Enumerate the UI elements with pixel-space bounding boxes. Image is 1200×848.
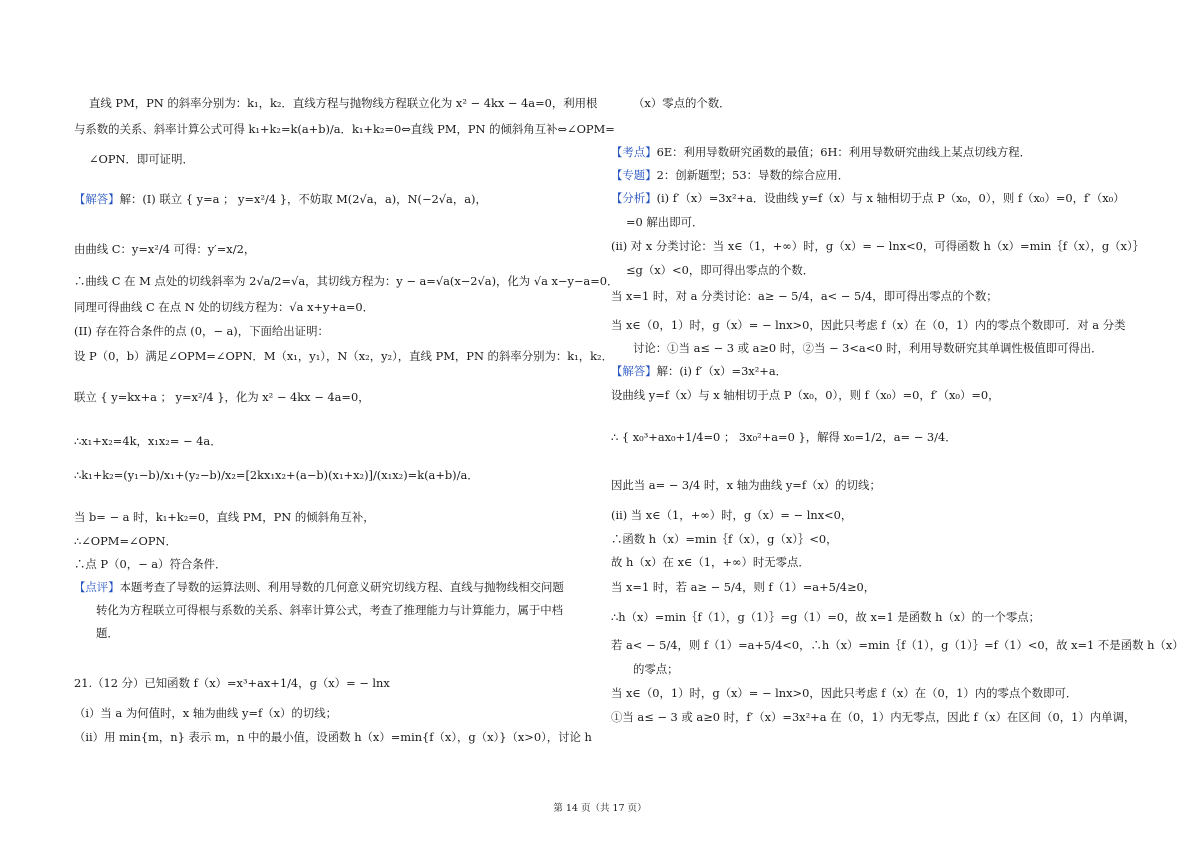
- right-line-3: [611, 168, 849, 182]
- left-line-5: 由曲线 C：y=x²/4 可得：y′=x/2，: [74, 242, 256, 256]
- left-line-16: [74, 580, 564, 594]
- right-line-11-text: 解：(i) f′（x）=3x²+a．: [656, 364, 788, 378]
- left-line-8: (II) 存在符合条件的点 (0，− a)，下面给出证明：: [74, 324, 329, 338]
- left-line-18: 题．: [96, 626, 119, 640]
- left-line-7: 同理可得曲线 C 在点 N 处的切线方程为：√a x+y+a=0．: [74, 300, 375, 314]
- right-line-10: 讨论：①当 a≤ − 3 或 a≥0 时，②当 − 3<a<0 时，利用导数研究其单调性极值即可得出．: [633, 341, 1103, 355]
- right-line-4: [611, 191, 1125, 205]
- right-line-8: 当 x=1 时，对 a 分类讨论：a≥ − 5/4，a< − 5/4，即可得出零点的个数；: [611, 289, 998, 303]
- right-line-4-text: (i) f′（x）=3x²+a．设曲线 y=f（x）与 x 轴相切于点 P（x₀，0），则 f（x₀）=0，f′（x₀）: [656, 191, 1125, 205]
- left-line-20: （i）当 a 为何值时，x 轴为曲线 y=f（x）的切线；: [74, 706, 337, 720]
- left-line-11: ∴x₁+x₂=4k，x₁x₂= − 4a．: [74, 434, 222, 448]
- right-line-13: ∴ { x₀³+ax₀+1/4=0 ； 3x₀²+a=0 }，解得 x₀=1/2，a= − 3/4．: [611, 430, 957, 444]
- review-tag: 【点评】: [74, 580, 120, 594]
- left-line-16-text: 本题考查了导数的运算法则、利用导数的几何意义研究切线方程、直线与抛物线相交问题: [119, 580, 564, 594]
- right-line-16: ∴函数 h（x）=min｛f（x），g（x）｝<0，: [611, 532, 838, 546]
- right-line-6: (ii) 对 x 分类讨论：当 x∈（1，+∞）时，g（x）= − lnx<0，可得函数 h（x）=min｛f（x），g（x）｝: [611, 239, 1145, 253]
- left-line-21: （ii）用 min{m，n} 表示 m，n 中的最小值，设函数 h（x）=min{f（x），g（x）}（x>0），讨论 h: [74, 730, 592, 744]
- left-line-17: 转化为方程联立可得根与系数的关系、斜率计算公式，考查了推理能力与计算能力，属于中档: [96, 603, 564, 617]
- left-line-10: 联立 { y=kx+a ； y=x²/4 }，化为 x² − 4kx − 4a=0，: [74, 390, 370, 404]
- left-line-15: ∴点 P（0，− a）符合条件．: [74, 557, 227, 571]
- left-line-1: 直线 PM，PN 的斜率分别为：k₁，k₂．直线方程与抛物线方程联立化为 x² − 4kx − 4a=0，利用根: [89, 96, 598, 110]
- answer-tag: 【解答】: [74, 192, 120, 206]
- right-line-14: 因此当 a= − 3/4 时，x 轴为曲线 y=f（x）的切线；: [611, 478, 881, 492]
- right-line-11: [611, 364, 787, 378]
- right-line-7: ≤g（x）<0，即可得出零点的个数．: [626, 263, 815, 277]
- right-line-2: [611, 145, 1031, 159]
- left-line-3: ∠OPN．即可证明．: [89, 152, 194, 166]
- left-line-9: 设 P（0，b）满足∠OPM=∠OPN．M（x₁，y₁），N（x₂，y₂），直线 PM，PN 的斜率分别为：k₁，k₂．: [74, 349, 613, 363]
- right-line-2-text: 6E：利用导数研究函数的最值；6H：利用导数研究曲线上某点切线方程．: [656, 145, 1032, 159]
- right-line-1: （x）零点的个数．: [633, 96, 731, 110]
- left-line-14: ∴∠OPM=∠OPN．: [74, 534, 177, 548]
- right-line-17: 故 h（x）在 x∈（1，+∞）时无零点．: [611, 555, 810, 569]
- left-line-2: 与系数的关系、斜率计算公式可得 k₁+k₂=k(a+b)/a．k₁+k₂=0⇔直线 PM，PN 的倾斜角互补⇔∠OPM=: [74, 122, 615, 136]
- right-line-15: (ii) 当 x∈（1，+∞）时，g（x）= − lnx<0，: [611, 508, 853, 522]
- right-line-3-text: 2：创新题型；53：导数的综合应用．: [656, 168, 850, 182]
- left-line-6: ∴曲线 C 在 M 点处的切线斜率为 2√a/2=√a，其切线方程为：y − a=√a(x−2√a)，化为 √a x−y−a=0．: [74, 274, 619, 288]
- page-number: 第 14 页（共 17 页）: [553, 803, 647, 814]
- right-line-20: 若 a< − 5/4，则 f（1）=a+5/4<0，∴h（x）=min｛f（1），g（1）｝=f（1）<0，故 x=1 不是函数 h（x）: [611, 638, 1184, 652]
- solution-tag: 【解答】: [611, 364, 657, 378]
- subject-tag: 【专题】: [611, 168, 657, 182]
- right-line-22: 当 x∈（0，1）时，g（x）= − lnx>0，因此只考虑 f（x）在（0，1）内的零点个数即可．: [611, 686, 1078, 700]
- right-line-19: ∴h（x）=min｛f（1），g（1）｝=g（1）=0，故 x=1 是函数 h（x）的一个零点；: [611, 610, 1041, 624]
- right-line-5: =0 解出即可．: [626, 215, 704, 229]
- left-line-4: [74, 192, 487, 206]
- left-line-19: 21.（12 分）已知函数 f（x）=x³+ax+1/4，g（x）= − lnx: [74, 676, 390, 690]
- right-line-12: 设曲线 y=f（x）与 x 轴相切于点 P（x₀，0），则 f（x₀）=0，f′（x₀）=0，: [611, 388, 1000, 402]
- topic-tag: 【考点】: [611, 145, 657, 159]
- left-line-4-text: 解：(I) 联立 { y=a ； y=x²/4 }，不妨取 M(2√a，a)，N(−2√a，a)，: [119, 192, 487, 206]
- right-line-21: 的零点；: [633, 662, 679, 676]
- analysis-tag: 【分析】: [611, 191, 657, 205]
- left-line-13: 当 b= − a 时，k₁+k₂=0，直线 PM，PN 的倾斜角互补，: [74, 510, 375, 524]
- right-line-18: 当 x=1 时，若 a≥ − 5/4，则 f（1）=a+5/4≥0，: [611, 580, 876, 594]
- left-line-12: ∴k₁+k₂=(y₁−b)/x₁+(y₂−b)/x₂=[2kx₁x₂+(a−b)(x₁+x₂)]/(x₁x₂)=k(a+b)/a．: [74, 468, 479, 482]
- right-line-9: 当 x∈（0，1）时，g（x）= − lnx>0，因此只考虑 f（x）在（0，1）内的零点个数即可．对 a 分类: [611, 318, 1126, 332]
- right-line-23: ①当 a≤ − 3 或 a≥0 时，f′（x）=3x²+a 在（0，1）内无零点，因此 f（x）在区间（0，1）内单调，: [611, 710, 1136, 724]
